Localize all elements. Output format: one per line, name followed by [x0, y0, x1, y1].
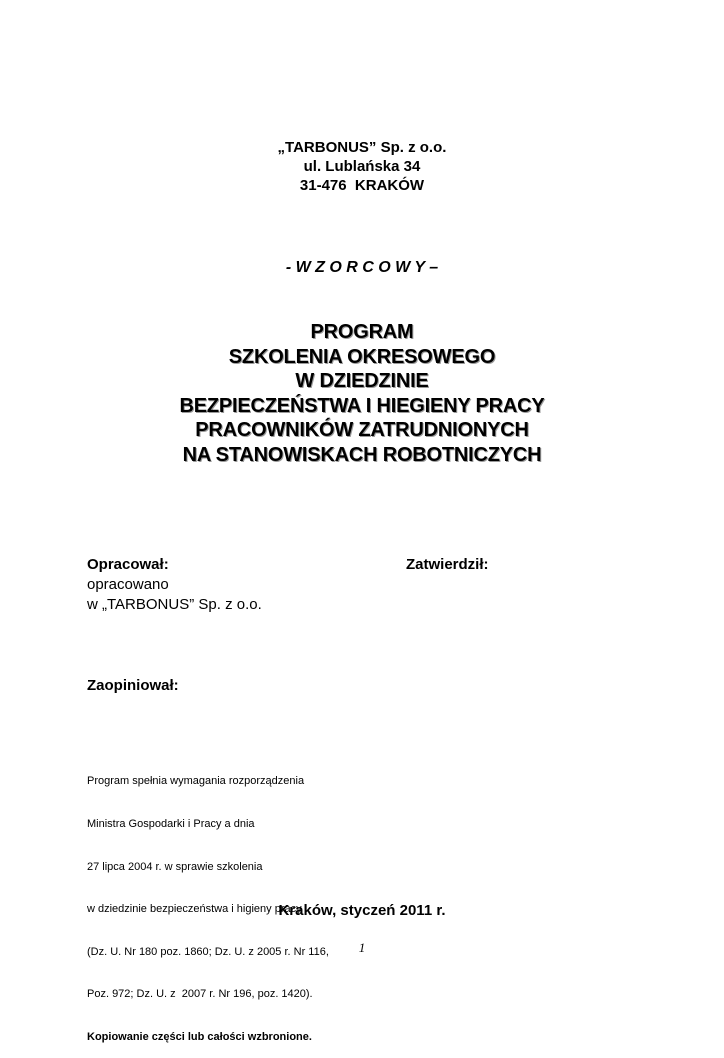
- title-line: NA STANOWISKACH ROBOTNICZYCH: [182, 443, 542, 466]
- prepared-by-line2: w „TARBONUS” Sp. z o.o.: [87, 596, 262, 613]
- legal-note-line: w dziedzinie bezpieczeństwa i higieny pracy: [87, 903, 302, 916]
- legal-note-line: Poz. 972; Dz. U. z 2007 r. Nr 196, poz. 1420).: [87, 988, 313, 1001]
- title-line: PROGRAM: [310, 321, 414, 343]
- title-line: W DZIEDZINIE: [295, 370, 429, 392]
- title-line: PRACOWNIKÓW ZATRUDNIONYCH: [195, 419, 529, 441]
- title-line: BEZPIECZEŃSTWA I HIEGIENY PRACY: [179, 394, 545, 417]
- company-name: „TARBONUS” Sp. z o.o.: [277, 139, 447, 156]
- place-and-date: Kraków, styczeń 2011 r.: [278, 902, 446, 919]
- company-city: 31-476 KRAKÓW: [299, 177, 425, 194]
- document-title: [0, 320, 724, 467]
- reviewed-by-label: Zaopiniował:: [87, 677, 179, 694]
- template-stamp: - W Z O R C O W Y –: [285, 259, 439, 276]
- company-street: ul. Lublańska 34: [303, 158, 421, 175]
- legal-note-line: Ministra Gospodarki i Pracy a dnia: [87, 818, 255, 831]
- legal-note-line: (Dz. U. Nr 180 poz. 1860; Dz. U. z 2005 r. Nr 116,: [87, 945, 329, 958]
- legal-note-line: Program spełnia wymagania rozporządzenia: [87, 775, 305, 788]
- prepared-by-label: Opracował:: [87, 556, 169, 573]
- page-number: 1: [358, 940, 366, 955]
- title-line: SZKOLENIA OKRESOWEGO: [228, 345, 496, 368]
- company-address-block: [0, 138, 724, 195]
- copyright-notice: Kopiowanie części lub całości wzbronione.: [87, 1031, 312, 1044]
- approved-by-label: Zatwierdził:: [406, 556, 489, 573]
- prepared-by-line1: opracowano: [87, 576, 169, 593]
- legal-note-line: 27 lipca 2004 r. w sprawie szkolenia: [87, 860, 263, 873]
